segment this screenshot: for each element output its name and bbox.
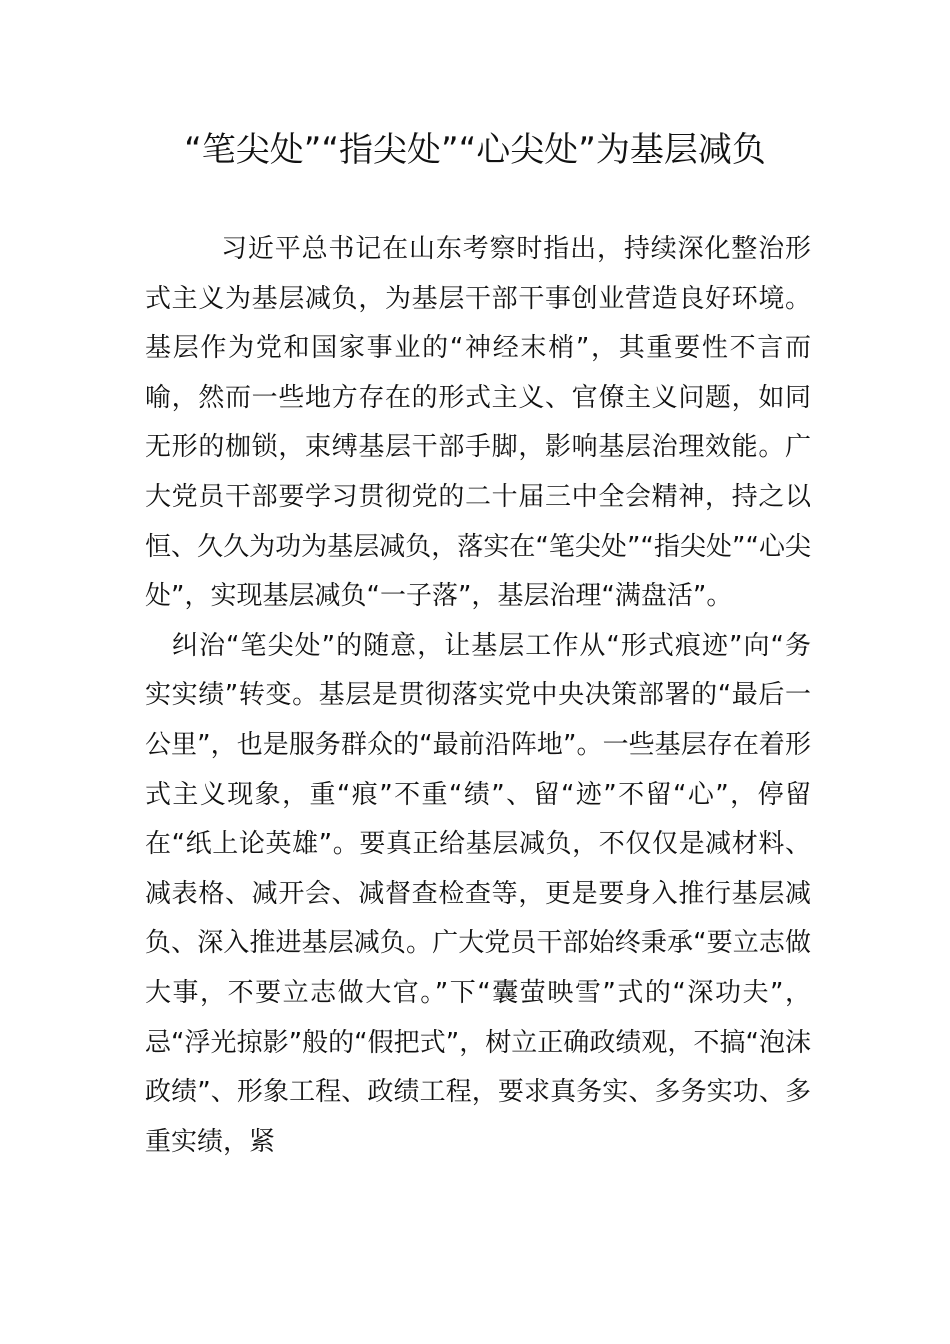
document-body <box>145 225 811 1167</box>
paragraph-pen-tip: 纠治“笔尖处”的随意，让基层工作从“形式痕迹”向“务实实绩”转变。基层是贯彻落实党中央决策部署的“最后一公里”，也是服务群众的“最前沿阵地”。一些基层存在着形式主义现象，重“痕”不重“绩”、留“迹”不留“心”，停留在“纸上论英雄”。要真正给基层减负，不仅仅是减材料、减表格、减开会、减督查检查等，更是要身入推行基层减负、深入推进基层减负。广大党员干部始终秉承“要立志做大事，不要立志做大官。”下“囊萤映雪”式的“深功夫”，忌“浮光掠影”般的“假把式”，树立正确政绩观，不搞“泡沫政绩”、形象工程、政绩工程，要求真务实、多务实功、多重实绩，紧 <box>145 630 811 1157</box>
paragraph-intro: 习近平总书记在山东考察时指出，持续深化整治形式主义为基层减负，为基层干部干事创业营造良好环境。基层作为党和国家事业的“神经末梢”，其重要性不言而喻，然而一些地方存在的形式主义、官僚主义问题，如同无形的枷锁，束缚基层干部手脚，影响基层治理效能。广大党员干部要学习贯彻党的二十届三中全会精神，持之以恒、久久为功为基层减负，落实在“笔尖处”“指尖处”“心尖处”，实现基层减负“一子落”，基层治理“满盘活”。 <box>145 234 811 612</box>
document-title: “笔尖处”“指尖处”“心尖处”为基层减负 <box>184 130 766 170</box>
